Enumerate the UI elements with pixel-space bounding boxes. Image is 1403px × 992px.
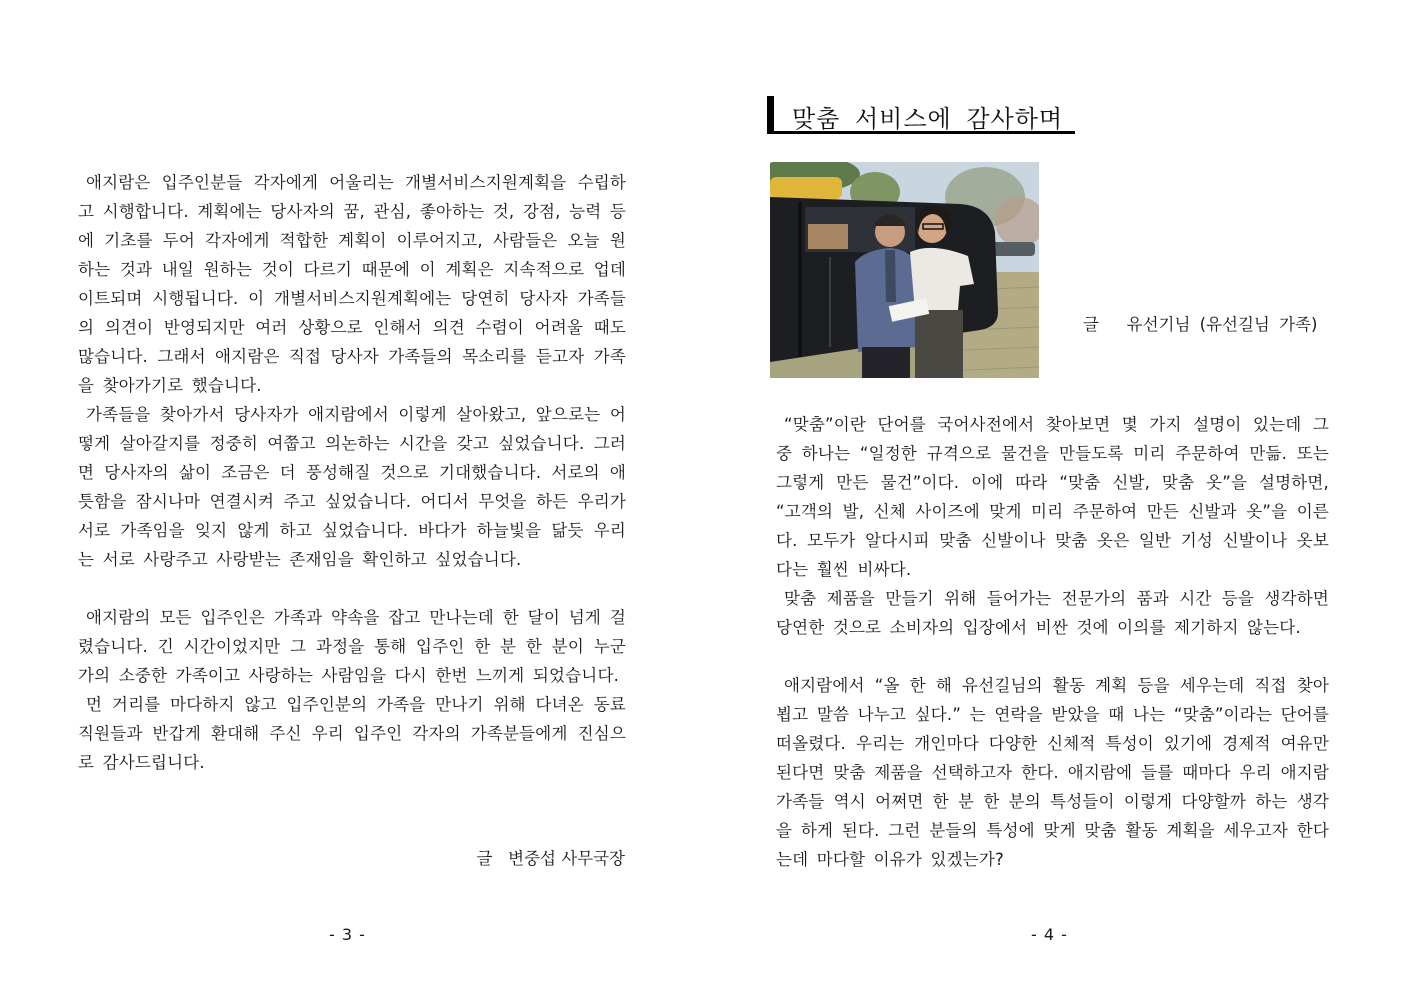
left-article-body — [78, 168, 626, 777]
paragraph: 애지람은 입주인분들 각자에게 어울리는 개별서비스지원계획을 수립하고 시행합니다. 계획에는 당사자의 꿈, 관심, 좋아하는 것, 강점, 능력 등에 기초를 두어 각자에게 적합한 계획이 이루어지고, 사람들은 오늘 원하는 것과 내일 원하는 것이 다르기 때문에 이 계획은 지속적으로 업데이트되며 시행됩니다. 이 개별서비스지원계획에는 당연히 당사자 가족들의 의견이 반영되지만 여러 상황으로 인해서 의견 수렴이 어려울 때도 많습니다. 그래서 애지람은 직접 당사자 가족들의 목소리를 듣고자 가족을 찾아가기로 했습니다. — [78, 173, 626, 395]
author-byline: 글 변중섭 사무국장 — [476, 849, 625, 868]
paragraph: 애지람에서 “올 한 해 유선길님의 활동 계획 등을 세우는데 직접 찾아 뵙고 말씀 나누고 싶다.” 는 연락을 받았을 때 나는 “맞춤”이라는 단어를 떠올렸다. 우리는 개인마다 다양한 신체적 특성이 있기에 경제적 여유만 된다면 맞춤 제품을 선택하고자 한다. 애지람에 들를 때마다 우리 애지람 가족들 역시 어쩌면 한 분 한 분의 특성들이 이렇게 다양할까 하는 생각을 하게 된다. 그런 분들의 특성에 맞게 맞춤 활동 계획을 세우고자 한다는데 마다할 이유가 있겠는가? — [776, 676, 1329, 869]
article-title-block — [767, 96, 1075, 134]
left-page — [0, 0, 701, 992]
right-page — [701, 0, 1403, 992]
paragraph: 애지람의 모든 입주인은 가족과 약속을 잡고 만나는데 한 달이 넘게 걸렸습니다. 긴 시간이었지만 그 과정을 통해 입주인 한 분 한 분이 누군가의 소중한 가족이고 사랑하는 사람임을 다시 한번 느끼게 되었습니다. — [78, 608, 626, 685]
photo-illustration — [770, 162, 1039, 378]
author-byline: 글 유선기님 (유선길님 가족) — [1083, 315, 1318, 334]
paragraph: “맞춤”이란 단어를 국어사전에서 찾아보면 몇 가지 설명이 있는데 그 중 하나는 “일정한 규격으로 물건을 만들도록 미리 주문하여 만듦. 또는 그렇게 만든 물건”이다. 이에 따라 “맞춤 신발, 맞춤 옷”을 설명하면, “고객의 발, 신체 사이즈에 맞게 미리 주문하여 만든 신발과 옷”을 이른다. 모두가 알다시피 맞춤 신발이나 맞춤 옷은 일반 기성 신발이나 옷보다는 훨씬 비싸다. — [776, 415, 1329, 579]
paragraph: 가족들을 찾아가서 당사자가 애지람에서 이렇게 살아왔고, 앞으로는 어떻게 살아갈지를 정중히 여쭙고 의논하는 시간을 갖고 싶었습니다. 그러면 당사자의 삶이 조금은 더 풍성해질 것으로 기대했습니다. 서로의 애틋함을 잠시나마 연결시켜 주고 싶었습니다. 어디서 무엇을 하든 우리가 서로 가족임을 잊지 않게 하고 싶었습니다. 바다가 하늘빛을 닮듯 우리는 서로 사랑주고 사랑받는 존재임을 확인하고 싶었습니다. — [78, 405, 626, 569]
article-photo — [770, 162, 1039, 378]
page-number: - 3 - — [329, 925, 366, 944]
paragraph: 먼 거리를 마다하지 않고 입주인분의 가족을 만나기 위해 다녀온 동료 직원들과 반갑게 환대해 주신 우리 입주인 각자의 가족분들에게 진심으로 감사드립니다. — [78, 695, 626, 772]
page-number: - 4 - — [1031, 925, 1068, 944]
article-title: 맞춤 서비스에 감사하며 — [792, 105, 1064, 133]
right-article-body — [776, 410, 1329, 874]
paragraph: 맞춤 제품을 만들기 위해 들어가는 전문가의 품과 시간 등을 생각하면 당연한 것으로 소비자의 입장에서 비싼 것에 이의를 제기하지 않는다. — [776, 589, 1329, 637]
